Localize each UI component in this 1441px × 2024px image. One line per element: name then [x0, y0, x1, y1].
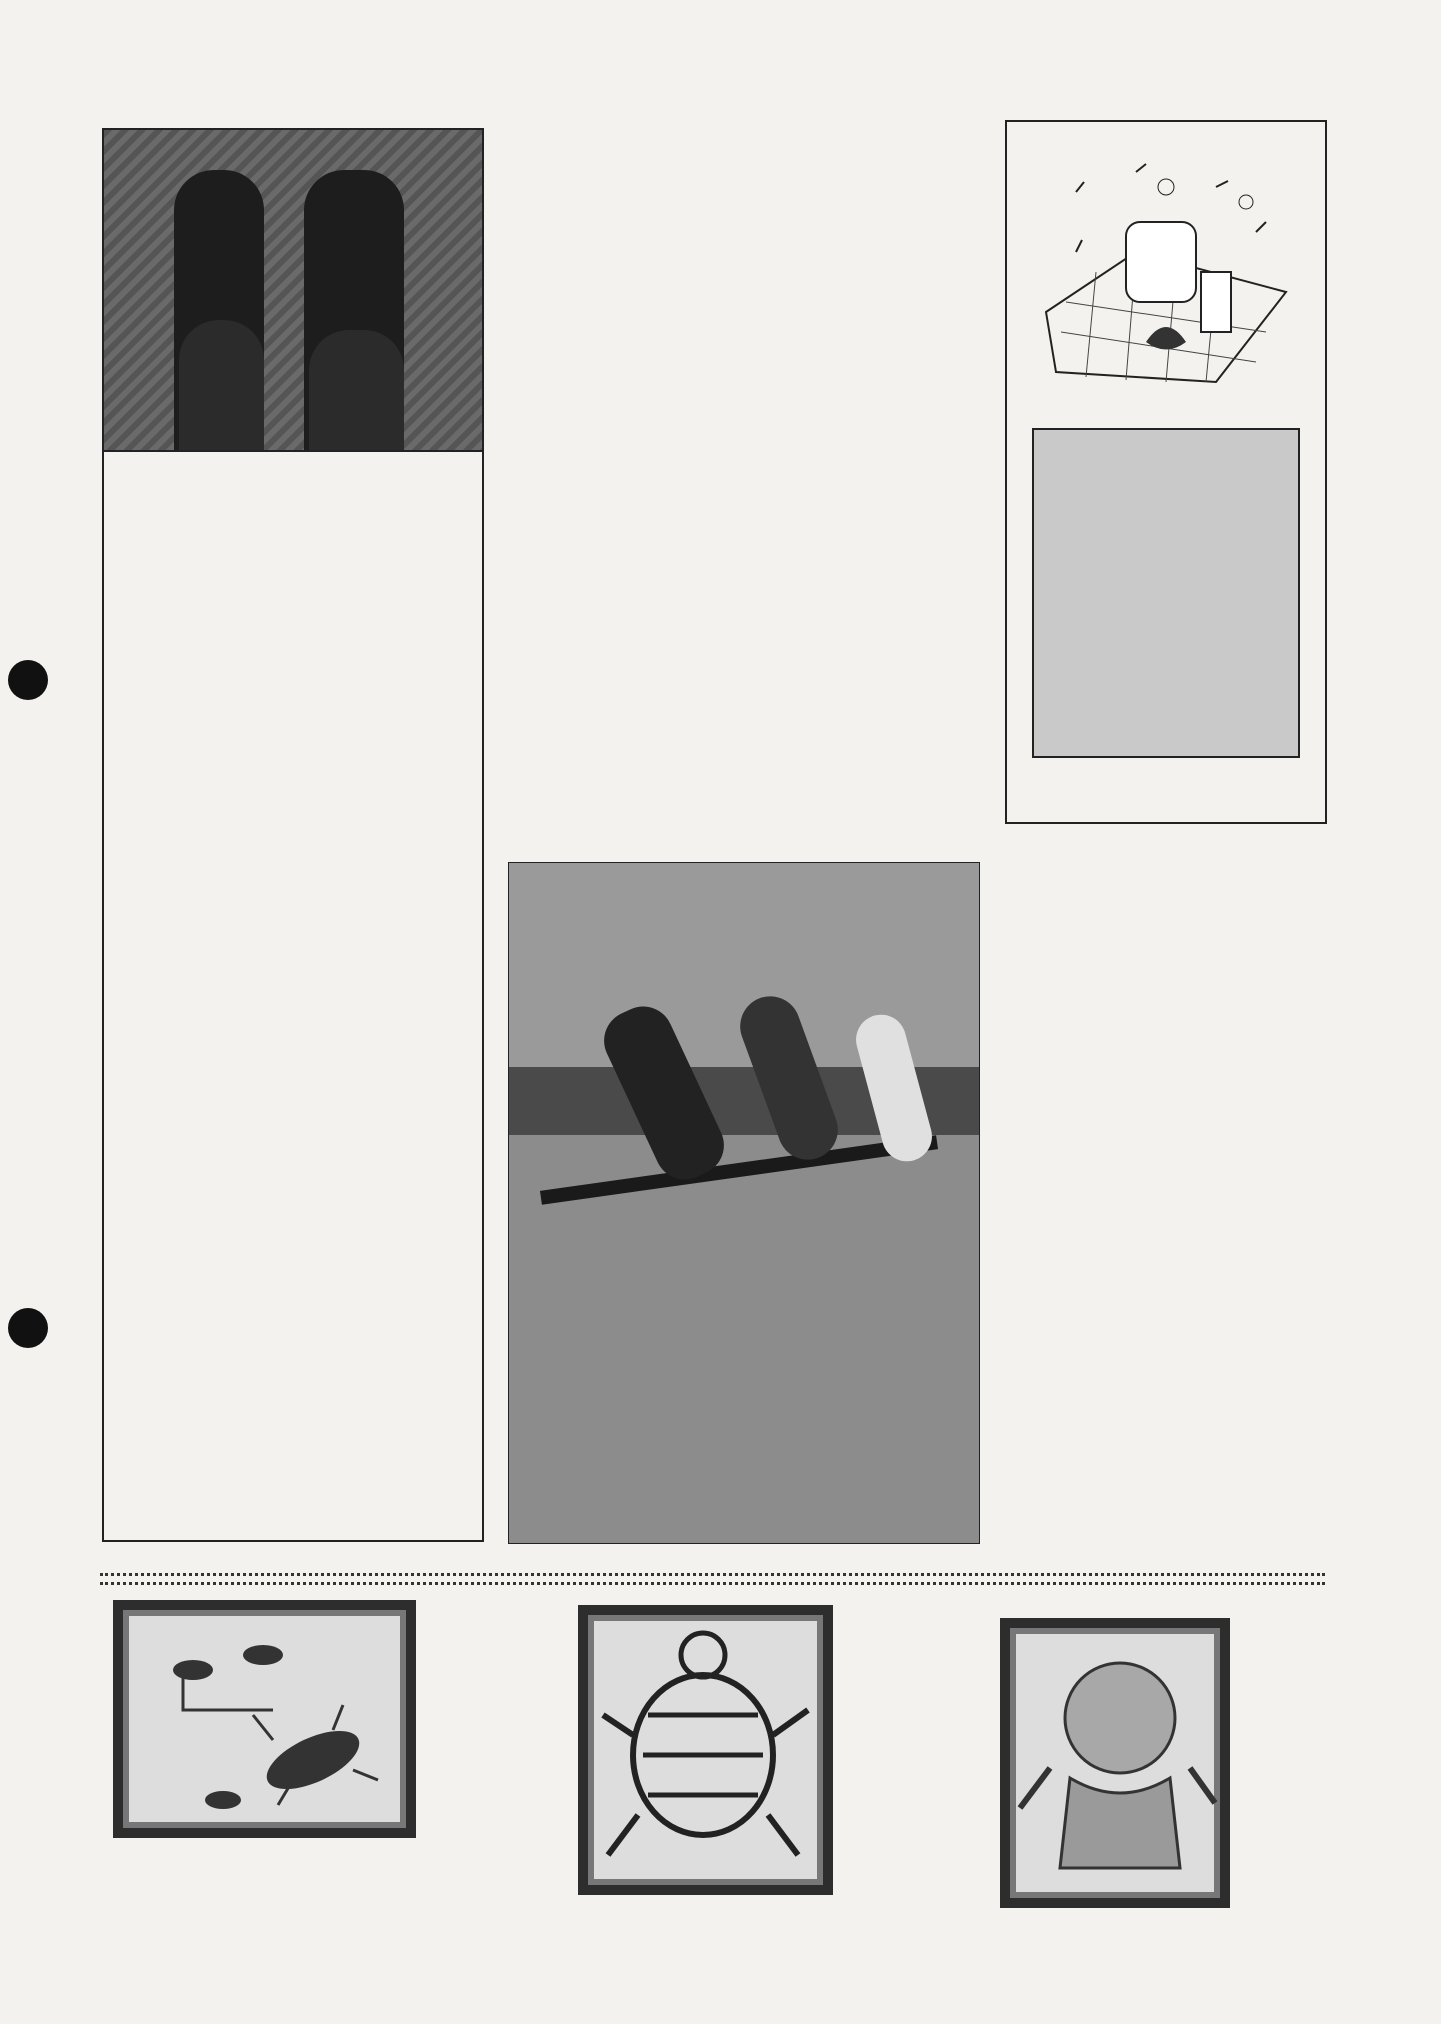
hurdles-photo	[508, 862, 980, 1544]
artwork-turtle-drawing	[588, 1615, 823, 1885]
artwork-beetles-drawing	[123, 1610, 406, 1828]
athletics-body-top	[498, 130, 848, 820]
artwork-shower-drawing	[1010, 1628, 1220, 1898]
comment-2	[492, 1598, 562, 1928]
award-article	[102, 128, 484, 1542]
picnic-illustration	[1016, 132, 1316, 392]
header	[1281, 70, 1291, 94]
artwork-shower	[1000, 1618, 1230, 1908]
comment-1	[885, 1598, 985, 1928]
artwork-turtle	[578, 1605, 833, 1895]
section-divider	[100, 1573, 1325, 1585]
binder-hole-bottom	[8, 1308, 48, 1348]
award-photo	[104, 130, 482, 452]
award-photo-caption	[104, 490, 482, 494]
picnic-drawing	[1007, 122, 1325, 402]
athletics-results	[995, 850, 1235, 1540]
kids-page-panel	[1005, 120, 1327, 824]
binder-hole-top	[8, 660, 48, 700]
kids-page-title	[1032, 428, 1300, 758]
artwork-beetles	[113, 1600, 416, 1838]
